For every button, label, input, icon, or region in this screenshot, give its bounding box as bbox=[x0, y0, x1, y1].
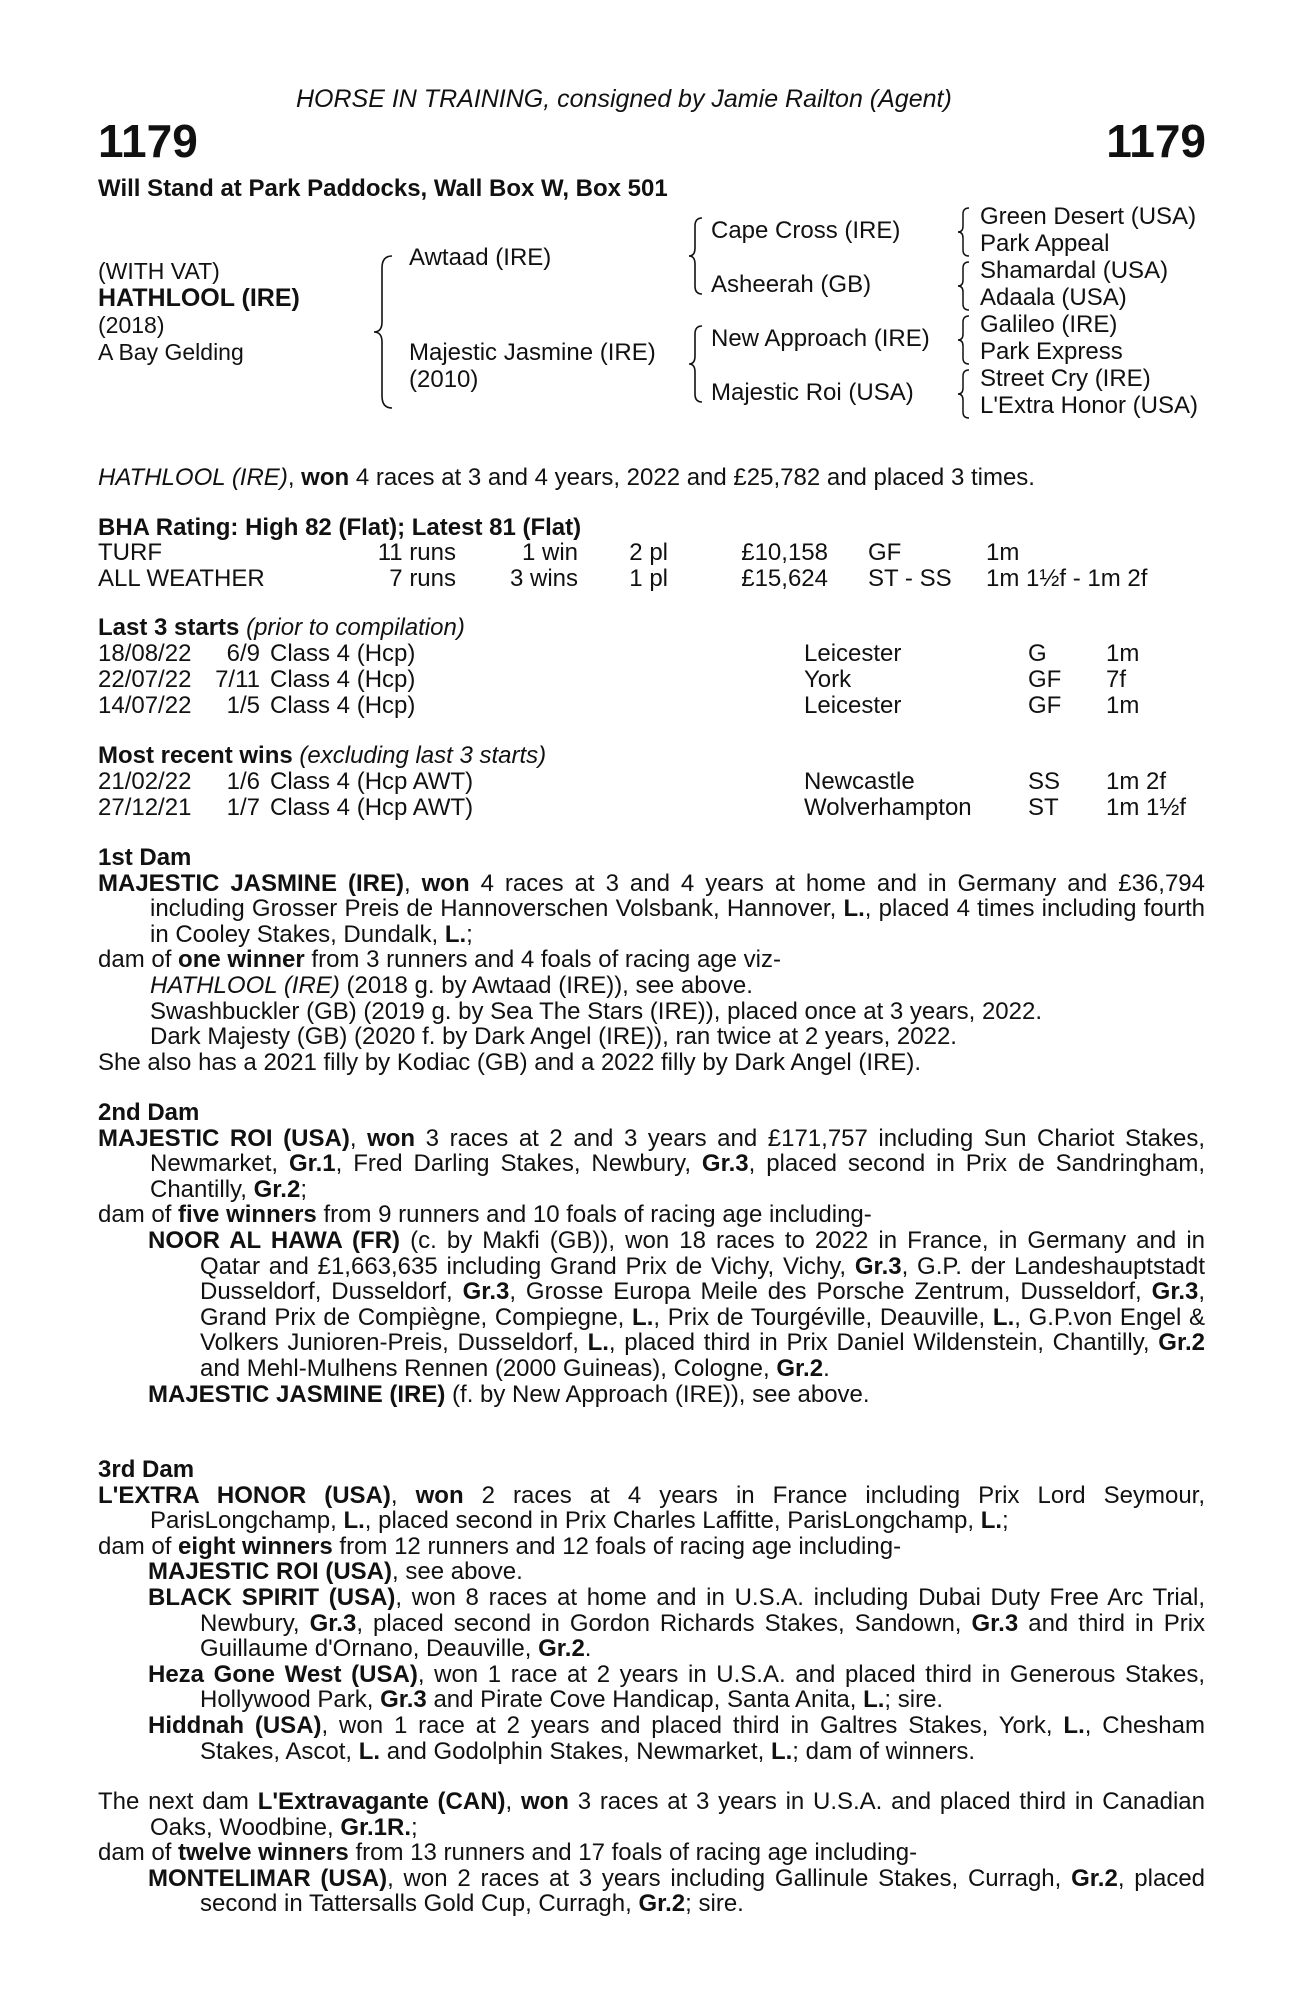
list-item: HATHLOOL (IRE) (2018 g. by Awtaad (IRE)), see above. bbox=[150, 971, 753, 999]
pedigree-dam-year: (2010) bbox=[409, 366, 479, 393]
pedigree-dam: Majestic Jasmine (IRE) bbox=[409, 339, 656, 366]
table-row: 18/08/22 6/9 Class 4 (Hcp) Leicester G 1m bbox=[98, 640, 1140, 667]
table-row: 14/07/22 1/5 Class 4 (Hcp) Leicester GF 1m bbox=[98, 692, 1140, 719]
recent-wins-title: Most recent wins (excluding last 3 starts) bbox=[98, 742, 547, 769]
next-dam-produce: dam of twelve winners from 13 runners and 17 foals of racing age including- bbox=[98, 1839, 918, 1867]
pedigree-sds: Shamardal (USA) bbox=[980, 257, 1169, 284]
pedigree-ssd: Park Appeal bbox=[980, 230, 1110, 257]
pedigree-brace-sd bbox=[955, 260, 975, 312]
list-item: Heza Gone West (USA), won 1 race at 2 years in U.S.A. and placed third in Generous Stakes, Hollywood Park, Gr.3 and Pirate Cove Handicap, Santa Anita, L.; sire. bbox=[148, 1660, 1205, 1714]
third-dam-record: L'EXTRA HONOR (USA), won 2 races at 4 years in France including Prix Lord Seymour, ParisLongchamp, L., placed second in Prix Charles Laffitte, ParisLongchamp, L.; bbox=[98, 1481, 1206, 1535]
consignor-line: HORSE IN TRAINING, consigned by Jamie Railton (Agent) bbox=[296, 85, 952, 113]
list-item: MAJESTIC JASMINE (IRE) (f. by New Approach (IRE)), see above. bbox=[148, 1380, 870, 1408]
pedigree-brace-sire bbox=[686, 216, 708, 296]
table-row: ALL WEATHER 7 runs 3 wins 1 pl £15,624 ST - SS 1m 1½f - 1m 2f bbox=[98, 565, 1148, 592]
first-dam-heading: 1st Dam bbox=[98, 844, 192, 871]
first-dam-note: She also has a 2021 filly by Kodiac (GB) and a 2022 filly by Dark Angel (IRE). bbox=[98, 1048, 922, 1076]
list-item: Dark Majesty (GB) (2020 f. by Dark Angel (IRE)), ran twice at 2 years, 2022. bbox=[150, 1023, 957, 1051]
rating-table bbox=[98, 540, 1147, 592]
list-item: NOOR AL HAWA (FR) (c. by Makfi (GB)), won 18 races to 2022 in France, in Germany and in Qatar and £1,663,635 including Grand Prix de Vichy, Vichy, Gr.3, G.P. der Landeshauptstadt Dusseldorf, Dusseldorf, Gr.3, Grosse Europa Meile des Porsche Zentrum, Dusseldorf, Gr.3, Grand Prix de Compiègne, Compiegne, L., Prix de Tourgéville, Deauville, L., G.P.von Engel & Volkers Junioren-Preis, Dusseldorf, L., placed third in Prix Daniel Wildenstein, Chantilly, Gr.2 and Mehl-Mulhens Rennen (2000 Guineas), Cologne, Gr.2. bbox=[148, 1226, 1206, 1382]
horse-description: A Bay Gelding bbox=[98, 339, 244, 365]
list-item: BLACK SPIRIT (USA), won 8 races at home and in U.S.A. including Dubai Duty Free Arc Trial, Newbury, Gr.3, placed second in Gordon Richards Stakes, Sandown, Gr.3 and third in Prix Guillaume d'Ornano, Deauville, Gr.2. bbox=[148, 1583, 1206, 1663]
pedigree-brace-ds bbox=[955, 314, 975, 366]
pedigree-sdd: Adaala (USA) bbox=[980, 284, 1127, 311]
pedigree-sd: Asheerah (GB) bbox=[711, 271, 872, 298]
first-dam-section bbox=[98, 845, 1205, 1075]
pedigree-brace-main bbox=[370, 252, 400, 412]
pedigree-dsd: Park Express bbox=[980, 338, 1123, 365]
lot-number-left: 1179 bbox=[98, 115, 198, 167]
table-row: 21/02/22 1/6 Class 4 (Hcp AWT) Newcastle SS 1m 2f bbox=[98, 768, 1167, 795]
first-dam-record: MAJESTIC JASMINE (IRE), won 4 races at 3 and 4 years at home and in Germany and £36,794 including Grosser Preis de Hannoverschen Volsbank, Hannover, L., placed 4 times including fourth in Cooley Stakes, Dundalk, L.; bbox=[98, 869, 1205, 948]
pedigree-dds: Street Cry (IRE) bbox=[980, 365, 1151, 392]
second-dam-record: MAJESTIC ROI (USA), won 3 races at 2 and 3 years and £171,757 including Sun Chariot Stakes, Newmarket, Gr.1, Fred Darling Stakes, Newbury, Gr.3, placed second in Prix de Sandringham, Chantilly, Gr.2; bbox=[98, 1124, 1206, 1203]
pedigree-brace-dd bbox=[955, 368, 975, 420]
second-dam-produce: dam of five winners from 9 runners and 10 foals of racing age including- bbox=[98, 1201, 872, 1229]
pedigree-brace-dam bbox=[686, 324, 708, 404]
stand-location: Will Stand at Park Paddocks, Wall Box W, Box 501 bbox=[98, 175, 668, 202]
next-dam-record: The next dam L'Extravagante (CAN), won 3 races at 3 years in U.S.A. and placed third in Canadian Oaks, Woodbine, Gr.1R.; bbox=[98, 1788, 1205, 1841]
summary-name: HATHLOOL (IRE) bbox=[98, 464, 288, 491]
list-item: MAJESTIC ROI (USA), see above. bbox=[148, 1558, 523, 1586]
recent-wins-table bbox=[98, 769, 1186, 821]
second-dam-section bbox=[98, 1100, 1205, 1407]
pedigree-dss: Galileo (IRE) bbox=[980, 311, 1118, 338]
second-dam-heading: 2nd Dam bbox=[98, 1099, 200, 1126]
horse-year: (2018) bbox=[98, 312, 165, 338]
pedigree-sss: Green Desert (USA) bbox=[980, 203, 1197, 230]
next-dam-section bbox=[98, 1789, 1205, 1917]
lot-number-right: 1179 bbox=[1106, 115, 1206, 167]
pedigree-ddd: L'Extra Honor (USA) bbox=[980, 392, 1198, 419]
vat-label: (WITH VAT) bbox=[98, 258, 220, 284]
race-summary: HATHLOOL (IRE), won 4 races at 3 and 4 years, 2022 and £25,782 and placed 3 times. bbox=[98, 464, 1035, 491]
first-dam-produce: dam of one winner from 3 runners and 4 foals of racing age viz- bbox=[98, 946, 781, 974]
table-row: 27/12/21 1/7 Class 4 (Hcp AWT) Wolverhampton ST 1m 1½f bbox=[98, 794, 1187, 821]
list-item: Swashbuckler (GB) (2019 g. by Sea The Stars (IRE)), placed once at 3 years, 2022. bbox=[150, 997, 1042, 1025]
table-row: 22/07/22 7/11 Class 4 (Hcp) York GF 7f bbox=[98, 666, 1127, 693]
list-item: MONTELIMAR (USA), won 2 races at 3 years including Gallinule Stakes, Curragh, Gr.2, placed second in Tattersalls Gold Cup, Curragh, Gr.2; sire. bbox=[148, 1864, 1206, 1918]
last3-title: Last 3 starts (prior to compilation) bbox=[98, 614, 465, 641]
last3-table bbox=[98, 641, 1139, 719]
table-row: TURF 11 runs 1 win 2 pl £10,158 GF 1m bbox=[98, 539, 1020, 566]
third-dam-heading: 3rd Dam bbox=[98, 1456, 195, 1483]
pedigree-ds: New Approach (IRE) bbox=[711, 325, 930, 352]
list-item: Hiddnah (USA), won 1 race at 2 years and placed third in Galtres Stakes, York, L., Chesham Stakes, Ascot, L. and Godolphin Stakes, Newmarket, L.; dam of winners. bbox=[148, 1711, 1205, 1765]
horse-name: HATHLOOL (IRE) bbox=[98, 284, 300, 312]
third-dam-section bbox=[98, 1457, 1205, 1764]
rating-title: BHA Rating: High 82 (Flat); Latest 81 (Flat) bbox=[98, 514, 582, 541]
horse-info bbox=[98, 258, 300, 366]
third-dam-produce: dam of eight winners from 12 runners and 12 foals of racing age including- bbox=[98, 1532, 902, 1560]
pedigree-ss: Cape Cross (IRE) bbox=[711, 217, 901, 244]
pedigree-dd: Majestic Roi (USA) bbox=[711, 379, 914, 406]
pedigree-brace-ss bbox=[955, 206, 975, 258]
pedigree-sire: Awtaad (IRE) bbox=[409, 244, 552, 271]
